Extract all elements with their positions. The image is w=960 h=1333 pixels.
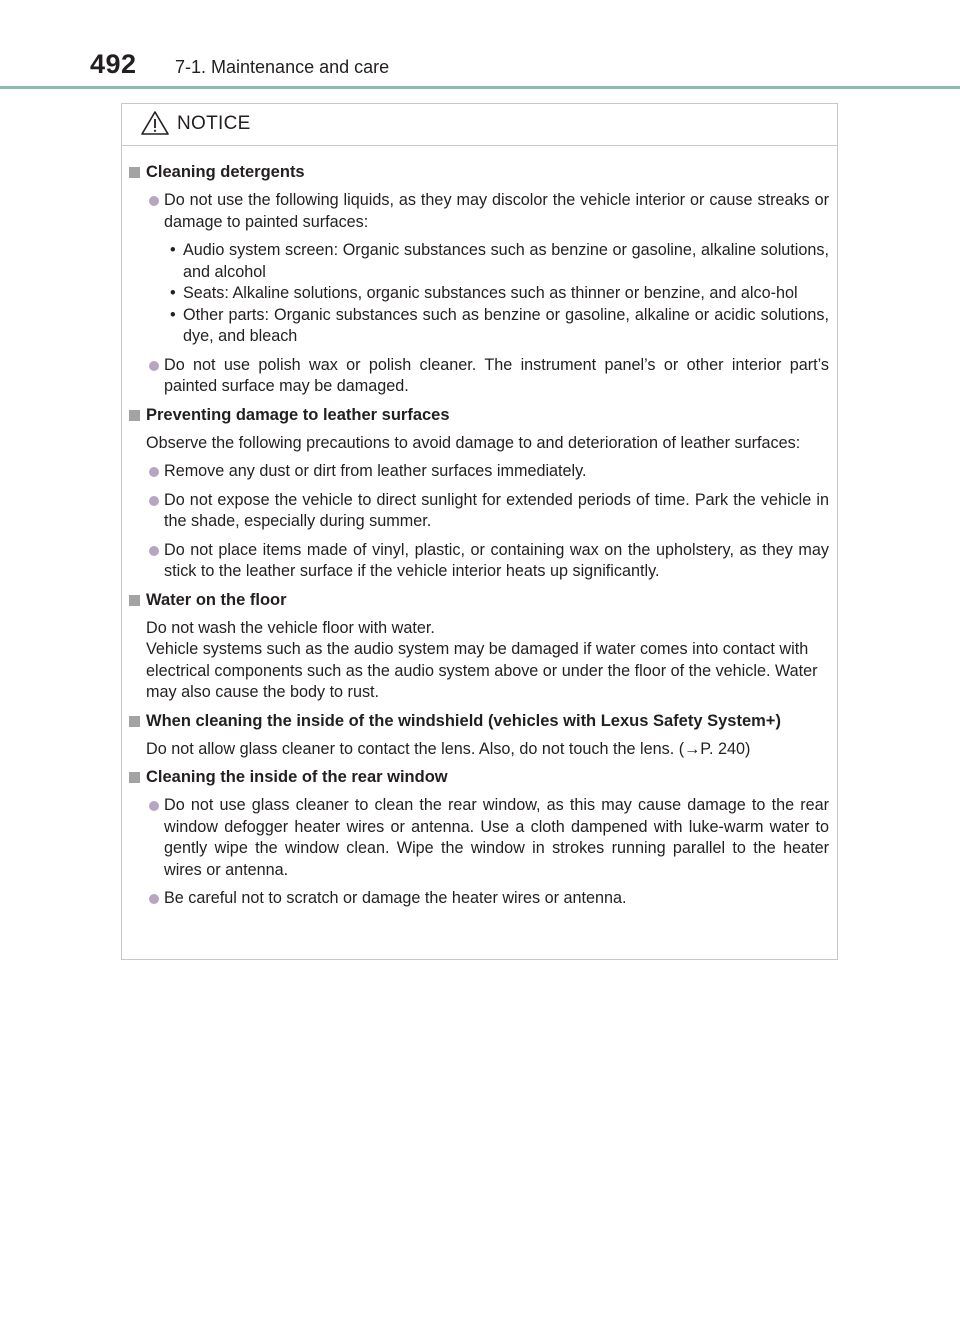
page-header bbox=[0, 0, 960, 92]
square-bullet-icon bbox=[129, 772, 140, 783]
paragraph: Do not wash the vehicle floor with water. bbox=[146, 618, 435, 637]
bullet-item: Do not use the following liquids, as they may discolor the vehicle interior or cause streaks or damage to painted surfaces: bbox=[128, 190, 829, 233]
section-heading: When cleaning the inside of the windshield (vehicles with Lexus Safety System+) bbox=[128, 711, 829, 732]
section-heading: Water on the floor bbox=[128, 590, 829, 611]
section-heading: Cleaning detergents bbox=[128, 162, 829, 183]
circle-bullet-icon bbox=[149, 546, 159, 556]
paragraph: Do not allow glass cleaner to contact the lens. Also, do not touch the lens. (→P. 240) bbox=[146, 739, 751, 758]
bullet-item: Remove any dust or dirt from leather surfaces immediately. bbox=[128, 461, 829, 483]
header-rule bbox=[0, 86, 960, 89]
paragraph: Vehicle systems such as the audio system may be damaged if water comes into contact with electrical components such as the audio system above or under the floor of the vehicle. Water may also cause the body to rust. bbox=[146, 640, 818, 701]
section-title: 7-1. Maintenance and care bbox=[175, 57, 390, 77]
sub-list bbox=[128, 240, 829, 348]
square-bullet-icon bbox=[129, 167, 140, 178]
square-bullet-icon bbox=[129, 595, 140, 606]
middle-dot-icon: • bbox=[170, 305, 176, 324]
circle-bullet-icon bbox=[149, 467, 159, 477]
section-heading: Cleaning the inside of the rear window bbox=[128, 767, 829, 788]
notice-header bbox=[122, 104, 837, 146]
circle-bullet-icon bbox=[149, 894, 159, 904]
bullet-item: Do not place items made of vinyl, plastic, or containing wax on the upholstery, as they may stick to the leather surface if the vehicle interior heats up significantly. bbox=[128, 540, 829, 583]
sub-item: • Other parts: Organic substances such as benzine or gasoline, alkaline or acidic solutions, dye, and bleach bbox=[170, 305, 829, 345]
notice-box bbox=[121, 103, 838, 960]
page-number: 492 bbox=[90, 49, 137, 79]
square-bullet-icon bbox=[129, 716, 140, 727]
warning-triangle-icon bbox=[140, 110, 170, 136]
bullet-item: Do not expose the vehicle to direct sunlight for extended periods of time. Park the vehicle in the shade, especially during summer. bbox=[128, 490, 829, 533]
sub-item: • Seats: Alkaline solutions, organic substances such as thinner or benzine, and alco-hol bbox=[128, 283, 829, 305]
middle-dot-icon: • bbox=[170, 241, 176, 259]
square-bullet-icon bbox=[129, 410, 140, 421]
circle-bullet-icon bbox=[149, 801, 159, 811]
notice-content bbox=[122, 162, 837, 917]
paragraph: Observe the following precautions to avoid damage to and deterioration of leather surfaces: bbox=[146, 433, 801, 452]
bullet-item: Do not use glass cleaner to clean the rear window, as this may cause damage to the rear window defogger heater wires or antenna. Use a cloth dampened with luke-warm water to gently wipe the window clean. Wipe the window in strokes running parallel to the heater wires or antenna. bbox=[128, 795, 829, 881]
circle-bullet-icon bbox=[149, 196, 159, 206]
bullet-item: Do not use polish wax or polish cleaner. The instrument panel’s or other interior part’s painted surface may be damaged. bbox=[128, 355, 829, 398]
circle-bullet-icon bbox=[149, 496, 159, 506]
bullet-item: Be careful not to scratch or damage the heater wires or antenna. bbox=[128, 888, 829, 910]
circle-bullet-icon bbox=[149, 361, 159, 371]
section-heading: Preventing damage to leather surfaces bbox=[128, 405, 829, 426]
notice-label: NOTICE bbox=[177, 113, 251, 134]
middle-dot-icon: • bbox=[170, 284, 176, 302]
sub-item: • Audio system screen: Organic substances such as benzine or gasoline, alkaline solutions, and alcohol bbox=[170, 241, 829, 281]
